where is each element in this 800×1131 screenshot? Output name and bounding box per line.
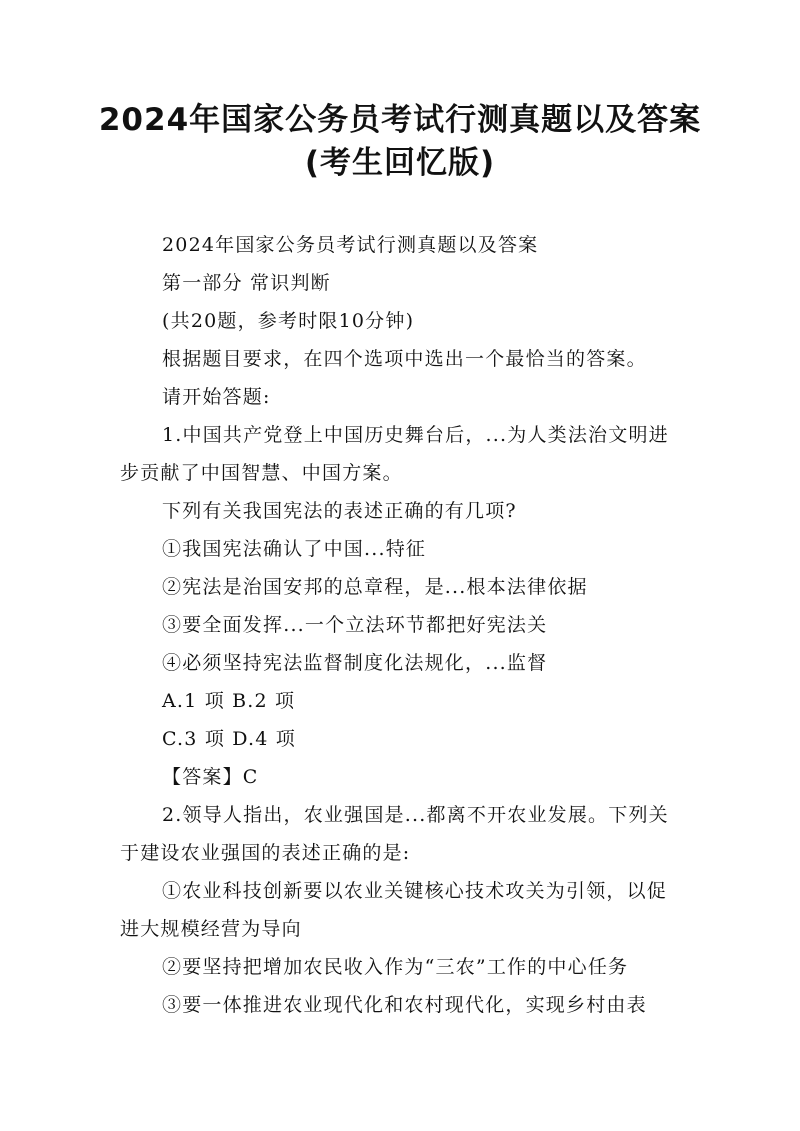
- paragraph: 请开始答题:: [162, 386, 271, 408]
- question-paragraph: 2.领导人指出，农业强国是...都离不开农业发展。下列关于建设农业强国的表述正确的是:: [120, 804, 669, 864]
- statement-item: ③要一体推进农业现代化和农村现代化，实现乡村由表: [162, 994, 647, 1016]
- paragraph: 第一部分 常识判断: [162, 272, 331, 294]
- option-line: A.1 项 B.2 项: [162, 690, 296, 712]
- statement-item: ②要坚持把增加农民收入作为“三农”工作的中心任务: [162, 956, 629, 978]
- statement-item: ④必须坚持宪法监督制度化法规化，...监督: [162, 652, 548, 674]
- document-body: [120, 226, 686, 1024]
- paragraph: 下列有关我国宪法的表述正确的有几项?: [162, 500, 517, 522]
- document-title: 2024年国家公务员考试行测真题以及答案: [98, 102, 702, 138]
- paragraph: (共20题，参考时限10分钟): [162, 310, 415, 332]
- question-paragraph: 1.中国共产党登上中国历史舞台后，...为人类法治文明进步贡献了中国智慧、中国方案。: [120, 424, 669, 484]
- statement-item: ①农业科技创新要以农业关键核心技术攻关为引领，以促进大规模经营为导向: [120, 880, 668, 940]
- statement-item: ②宪法是治国安邦的总章程，是...根本法律依据: [162, 576, 588, 598]
- paragraph: 根据题目要求，在四个选项中选出一个最恰当的答案。: [162, 348, 647, 370]
- statement-item: ①我国宪法确认了中国...特征: [162, 538, 427, 560]
- answer-line: 【答案】C: [162, 766, 259, 788]
- statement-item: ③要全面发挥...一个立法环节都把好宪法关: [162, 614, 548, 636]
- option-line: C.3 项 D.4 项: [162, 728, 296, 750]
- paragraph: 2024年国家公务员考试行测真题以及答案: [162, 234, 539, 256]
- document-subtitle: (考生回忆版): [304, 145, 496, 181]
